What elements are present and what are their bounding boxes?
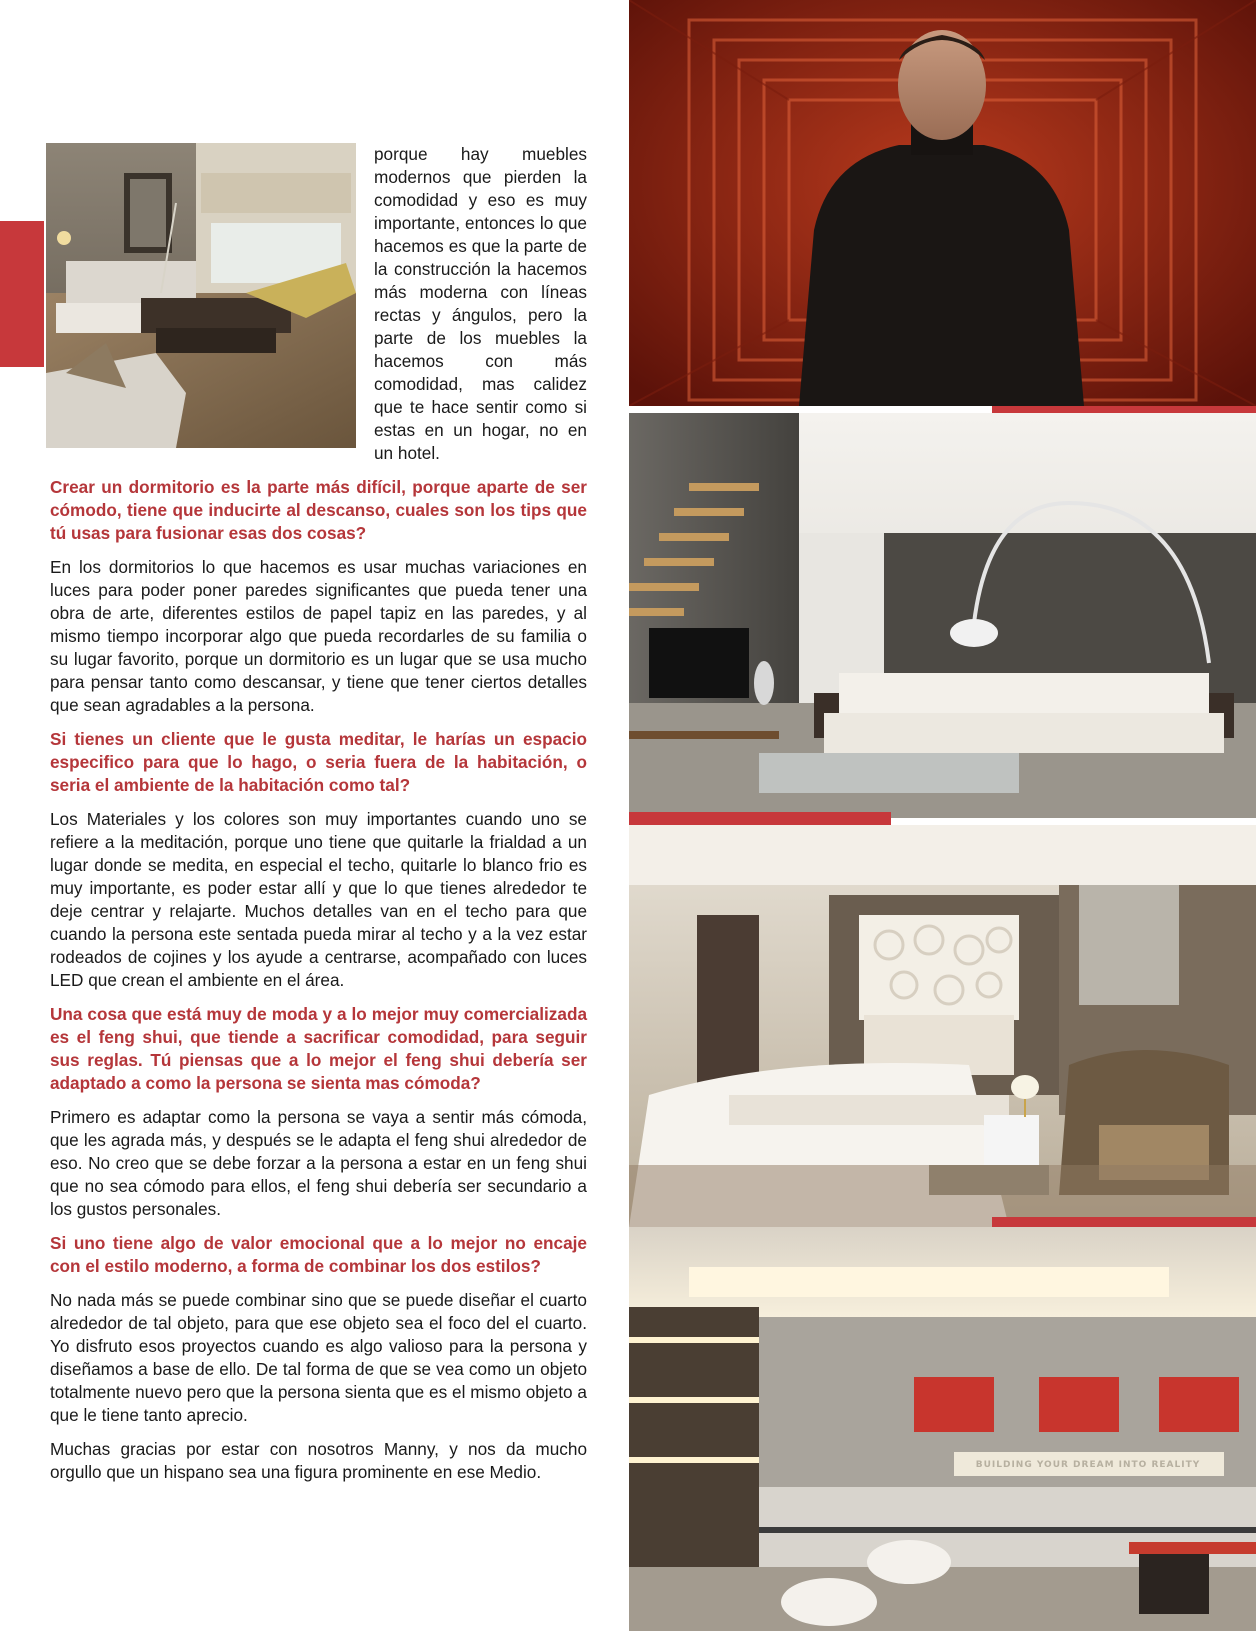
left-accent-bar (0, 221, 44, 367)
article-body (50, 476, 587, 1484)
intro-paragraph: porque hay muebles modernos que pierden la comodidad y eso es muy importante, entonces lo que hacemos es que la parte de la construcción la hacemos más moderna con líneas rectas y ángulos, pero la parte de los muebles la hacemos con más comodidad, mas calidez que te hace sentir como si estas en un hogar, no en un hotel. (374, 144, 587, 463)
question-2: Si tienes un cliente que le gusta meditar, le harías un espacio especifico para que lo hago, o seria fuera de la habitación, o seria el ambiente de la habitación como tal? (50, 729, 587, 795)
bedroom-photo (629, 825, 1256, 1227)
answer-2: Los Materiales y los colores son muy importantes cuando uno se refiere a la meditación, porque uno tiene que quitarle la frialdad a un lugar donde se medita, en especial el techo, quitarle lo blanco frio es muy importante, es poder estar allí y que lo que tienes alrededor te deje centrar y relajarte. Muchos detalles van en el techo para que cuando la persona este sentada pueda mirar al techo y a la vez estar rodeados de cojines y los ayude a centrarse, acompañado con luces LED que crean el ambiente en el área. (50, 809, 587, 990)
showroom-sign: BUILDING YOUR DREAM INTO REALITY (975, 1460, 1201, 1470)
closing-paragraph: Muchas gracias por estar con nosotros Manny, y nos da mucho orgullo que un hispano sea una figura prominente en ese Medio. (50, 1439, 587, 1482)
portrait-photo (629, 0, 1256, 406)
answer-3: Primero es adaptar como la persona se vaya a sentir más cómoda, que les agrada más, y después se le adapta el feng shui alrededor de eso. No creo que se debe forzar a la persona a estar en un feng shui que no sea cómodo para ellos, el feng shui debería ser secundario a los gustos personales. (50, 1107, 587, 1219)
question-3: Una cosa que está muy de moda y a lo mejor muy comercializada es el feng shui, que tiende a sacrificar comodidad, para seguir sus reglas. Tú piensas que a lo mejor el feng shui debería ser adaptado a como la persona se sienta mas cómoda? (50, 1004, 587, 1093)
living-room-photo (46, 143, 356, 448)
showroom-photo (629, 1227, 1256, 1631)
modern-living-photo (629, 413, 1256, 818)
question-1: Crear un dormitorio es la parte más difícil, porque aparte de ser cómodo, tiene que inducirte al descanso, cuales son los tips que tú usas para fusionar esas dos cosas? (50, 477, 587, 543)
intro-column (374, 143, 587, 465)
question-4: Si uno tiene algo de valor emocional que a lo mejor no encaje con el estilo moderno, a forma de combinar los dos estilos? (50, 1233, 587, 1276)
answer-1: En los dormitorios lo que hacemos es usar muchas variaciones en luces para poder poner paredes significantes que pueda tener una obra de arte, diferentes estilos de papel tapiz en las paredes, y al mismo tiempo incorporar algo que pueda recordarles de su familia o su lugar favorito, porque un dormitorio es un lugar que se usa mucho para pensar tanto como descansar, y tiene que tener ciertos detalles que sean agradables a la persona. (50, 557, 587, 715)
answer-4: No nada más se puede combinar sino que se puede diseñar el cuarto alrededor de tal objeto, para que ese objeto sea el foco del el cuarto. Yo disfruto esos proyectos cuando es algo valioso para la persona y diseñamos a base de ello. De tal forma de que se vea como un objeto totalmente nuevo pero que la persona sienta que es el mismo objeto a que le tiene tanto aprecio. (50, 1290, 587, 1425)
living-accent-bar (629, 812, 891, 825)
